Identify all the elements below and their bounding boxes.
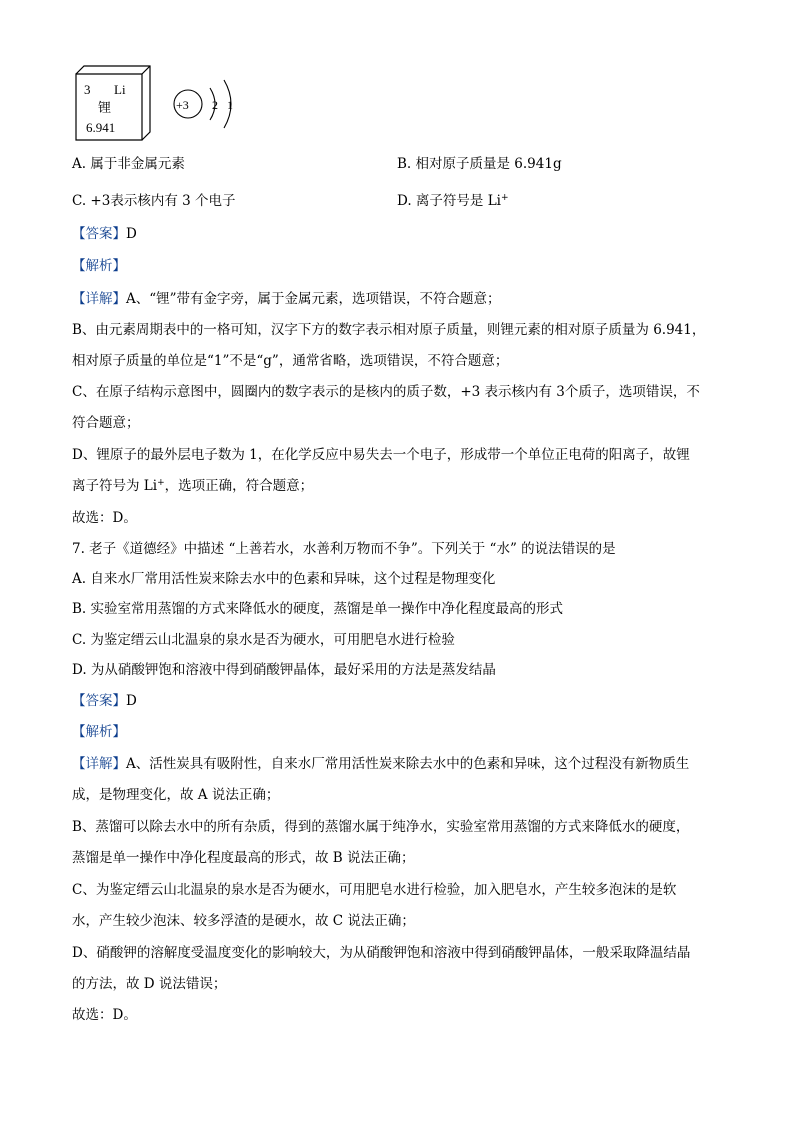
- q7-option-c: C. 为鉴定缙云山北温泉的泉水是否为硬水，可用肥皂水进行检验: [72, 632, 455, 648]
- q6-detail-text-1: A、“锂”带有金字旁，属于金属元素，选项错误，不符合题意；: [126, 291, 501, 307]
- element-card-diagram: [70, 60, 250, 144]
- q7-stem: 7. 老子《道德经》中描述 “上善若水，水善利万物而不争”。下列关于 “水” 的说法错误的是: [72, 541, 616, 557]
- q6-detail-line-3: 相对原子质量的单位是“1”不是“g”，通常省略，选项错误，不符合题意；: [72, 353, 509, 369]
- q6-option-d-sup: +: [501, 193, 509, 203]
- q6-answer-value: D: [126, 226, 137, 242]
- q6-detail-line-4: C、在原子结构示意图中，圆圈内的数字表示的是核内的质子数，+3 表示核内有 3个质子，选项错误，不: [72, 384, 700, 400]
- shell-1-count: 2: [212, 98, 218, 112]
- q6-conclusion: 故选：D。: [72, 510, 137, 526]
- q6-option-d-text: D. 离子符号是 Li: [397, 193, 501, 209]
- q7-detail-line-4: 蒸馏是单一操作中净化程度最高的形式，故 B 说法正确；: [72, 850, 415, 866]
- q7-answer-value: D: [126, 693, 137, 709]
- element-name: 锂: [98, 101, 112, 116]
- nucleus-charge: +3: [176, 98, 189, 112]
- q6-option-b: B. 相对原子质量是 6.941g: [397, 156, 562, 172]
- q7-detail-line-2: 成，是物理变化，故 A 说法正确；: [72, 787, 280, 803]
- q6-detail-line-7: [72, 476, 732, 496]
- q6-li-sup: +: [157, 478, 165, 488]
- q6-detail-line-5: 符合题意；: [72, 415, 140, 431]
- q7-option-d: D. 为从硝酸钾饱和溶液中得到硝酸钾晶体，最好采用的方法是蒸发结晶: [72, 662, 496, 678]
- q6-detail-tag: 【详解】: [72, 291, 126, 307]
- q7-option-a: A. 自来水厂常用活性炭来除去水中的色素和异味，这个过程是物理变化: [72, 571, 496, 587]
- q6-detail-text-7b: ，选项正确，符合题意；: [164, 478, 314, 494]
- q7-answer-tag: 【答案】: [72, 693, 126, 709]
- q7-option-b: B. 实验室常用蒸馏的方式来降低水的硬度，蒸馏是单一操作中净化程度最高的形式: [72, 601, 564, 617]
- q7-analysis-tag: 【解析】: [72, 724, 126, 740]
- q6-option-c: C. +3表示核内有 3 个电子: [72, 193, 236, 209]
- q6-answer-tag: 【答案】: [72, 226, 126, 242]
- q6-analysis-tag: 【解析】: [72, 258, 126, 274]
- q7-detail-tag: 【详解】: [72, 756, 126, 772]
- lithium-figure: [70, 60, 250, 144]
- q7-detail-line-8: 的方法，故 D 说法错误；: [72, 976, 227, 992]
- element-number: 3: [84, 82, 91, 97]
- q6-detail-line-6: D、锂原子的最外层电子数为 1，在化学反应中易失去一个电子，形成带一个单位正电荷的阳离子，故锂: [72, 447, 690, 463]
- q7-detail-line-5: C、为鉴定缙云山北温泉的泉水是否为硬水，可用肥皂水进行检验，加入肥皂水，产生较多泡沫的是软: [72, 882, 677, 898]
- q6-detail-line-2: B、由元素周期表中的一格可知，汉字下方的数字表示相对原子质量，则锂元素的相对原子质量为 6.941，: [72, 322, 706, 338]
- q7-conclusion: 故选：D。: [72, 1007, 137, 1023]
- q7-detail-text-1: A、活性炭具有吸附性，自来水厂常用活性炭来除去水中的色素和异味，这个过程没有新物质生: [126, 756, 690, 772]
- shell-2-count: 1: [227, 98, 233, 112]
- q7-detail-line-3: B、蒸馏可以除去水中的所有杂质，得到的蒸馏水属于纯净水，实验室常用蒸馏的方式来降低水的硬度，: [72, 819, 690, 835]
- q6-option-d: [397, 191, 509, 211]
- q6-answer: [72, 224, 732, 244]
- q6-detail-text-7a: 离子符号为 Li: [72, 478, 158, 494]
- q6-detail-line-1: [72, 289, 732, 309]
- q7-detail-line-1: [72, 754, 732, 774]
- element-mass: 6.941: [86, 120, 116, 135]
- element-symbol: Li: [114, 82, 126, 97]
- q7-detail-line-7: D、硝酸钾的溶解度受温度变化的影响较大，为从硝酸钾饱和溶液中得到硝酸钾晶体，一般采取降温结晶: [72, 945, 691, 961]
- q7-answer: [72, 691, 732, 711]
- q6-option-a: A. 属于非金属元素: [72, 156, 185, 172]
- q7-detail-line-6: 水，产生较少泡沫、较多浮渣的是硬水，故 C 说法正确；: [72, 913, 415, 929]
